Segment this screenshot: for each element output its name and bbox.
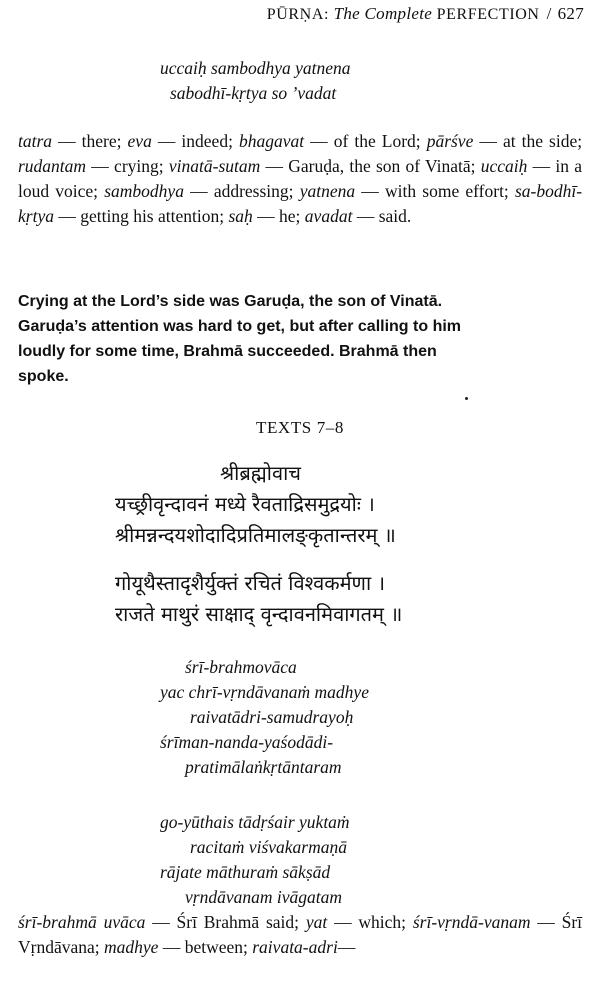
translation-line: Garuḍa’s attention was hard to get, but after calling to him xyxy=(18,318,462,335)
verse-line: uccaiḥ sambodhya yatnena xyxy=(160,58,351,78)
verse-line: rājate māthuraṁ sākṣād xyxy=(160,862,331,882)
synonym-meaning: of the Lord; xyxy=(333,131,421,151)
synonym-term: sa-bodhī-kṛtya xyxy=(18,181,583,226)
synonym-meaning: with some effort; xyxy=(384,181,509,201)
translation-line: loudly for some time, Brahmā succeeded. Brahmā then xyxy=(18,343,437,360)
verse-line: yac chrī-vṛndāvanaṁ madhye xyxy=(160,682,369,702)
synonym-meaning: he; xyxy=(279,206,301,226)
devanagari-line: राजते माथुरं साक्षाद् वृन्दावनमिवागतम् ॥ xyxy=(115,602,403,626)
verse-line: go-yūthais tādṛśair yuktaṁ xyxy=(160,812,350,832)
synonym-meaning: indeed; xyxy=(181,131,233,151)
synonym-meaning: in a loud voice; xyxy=(18,156,583,201)
synonym-term: yat xyxy=(305,912,328,932)
devanagari-line: श्रीब्रह्मोवाच xyxy=(220,461,301,485)
synonym-meaning: Garuḍa, the son of Vinatā; xyxy=(288,156,476,176)
synonym-meaning: Śrī Vṛndāvana; xyxy=(18,912,583,957)
synonym-term: sambodhya xyxy=(104,181,184,201)
verse-line: raivatādri-samudrayoḥ xyxy=(190,707,354,727)
synonym-meaning: which; xyxy=(358,912,407,932)
synonym-meaning: crying; xyxy=(114,156,164,176)
texts-heading: TEXTS 7–8 xyxy=(255,418,345,437)
synonym-term: rudantam xyxy=(18,156,87,176)
synonyms-paragraph-2: śrī-brahmā uvāca — Śrī Brahmā said; yat — which; śrī-vṛndā-vanam — Śrī Vṛndāvana; madhye — between; raivata-adri— xyxy=(18,912,583,957)
devanagari-line: यच्छ्रीवृन्दावनं मध्ये रैवताद्रिसमुद्रयोः । xyxy=(115,492,375,516)
header-perfection: PERFECTION xyxy=(436,6,540,23)
transliteration-verse-2 xyxy=(160,810,350,910)
translation xyxy=(18,289,588,389)
synonym-term: saḥ xyxy=(228,206,253,226)
verse-line: pratimālaṅkṛtāntaram xyxy=(185,757,342,777)
synonym-term: bhagavat xyxy=(238,131,305,151)
synonyms-paragraph: tatra — there; eva — indeed; bhagavat — of the Lord; pārśve — at the side; rudantam — crying; vinatā-sutam — Garuḍa, the son of Vinatā; uccaiḥ — in a loud voice; sambodhya — addressing; yatnena — with some effort; sa-bodhī-kṛtya — getting his attention; saḥ — he; avadat — said. xyxy=(18,131,583,226)
synonym-meaning: addressing; xyxy=(213,181,294,201)
synonym-term: tatra xyxy=(18,131,53,151)
header-subtitle: The Complete xyxy=(333,4,433,23)
header-separator: / xyxy=(546,4,552,23)
synonym-meaning: there; xyxy=(81,131,122,151)
page-number: 627 xyxy=(557,4,584,23)
synonym-term: vinatā-sutam xyxy=(168,156,261,176)
synonym-term: eva xyxy=(127,131,152,151)
transliteration-verse-1 xyxy=(160,655,369,780)
synonym-meaning: between; xyxy=(184,937,248,957)
running-header xyxy=(267,4,584,24)
devanagari-line: गोयूथैस्तादृशैर्युक्तं रचितं विश्वकर्मणा । xyxy=(115,571,386,595)
translation-line: spoke. xyxy=(18,368,69,385)
verse-line: śrīman-nanda-yaśodādi- xyxy=(160,732,334,752)
stray-mark xyxy=(465,397,468,400)
devanagari-verse-1 xyxy=(115,458,396,551)
verse-line: sabodhī-kṛtya so ’vadat xyxy=(170,83,337,103)
translation-line: Crying at the Lord’s side was Garuḍa, the son of Vinatā. xyxy=(18,293,443,310)
devanagari-line: श्रीमन्नन्दयशोदादिप्रतिमालङ्कृतान्तरम् ॥ xyxy=(115,523,396,547)
synonym-term: uccaiḥ xyxy=(480,156,528,176)
header-purna: PŪRṆA: xyxy=(266,6,330,23)
synonym-meaning: said. xyxy=(378,206,412,226)
synonym-term: raivata-adri xyxy=(252,937,338,957)
verse-line: vṛndāvanam ivāgatam xyxy=(185,887,342,907)
synonym-term: śrī-brahmā uvāca xyxy=(18,912,146,932)
devanagari-verse-2 xyxy=(115,568,402,630)
synonym-meaning: getting his attention; xyxy=(80,206,225,226)
synonym-meaning: at the side; xyxy=(502,131,583,151)
verse-line: śrī-brahmovāca xyxy=(185,657,297,677)
synonym-term: śrī-vṛndā-vanam xyxy=(412,912,531,932)
verse-line: racitaṁ viśvakarmaṇā xyxy=(190,837,347,857)
synonym-term: yatnena xyxy=(299,181,356,201)
synonym-meaning: Śrī Brahmā said; xyxy=(176,912,300,932)
synonym-term: madhye xyxy=(104,937,159,957)
synonym-term: pārśve xyxy=(426,131,474,151)
synonym-term: avadat xyxy=(304,206,353,226)
verse-top xyxy=(160,56,351,106)
